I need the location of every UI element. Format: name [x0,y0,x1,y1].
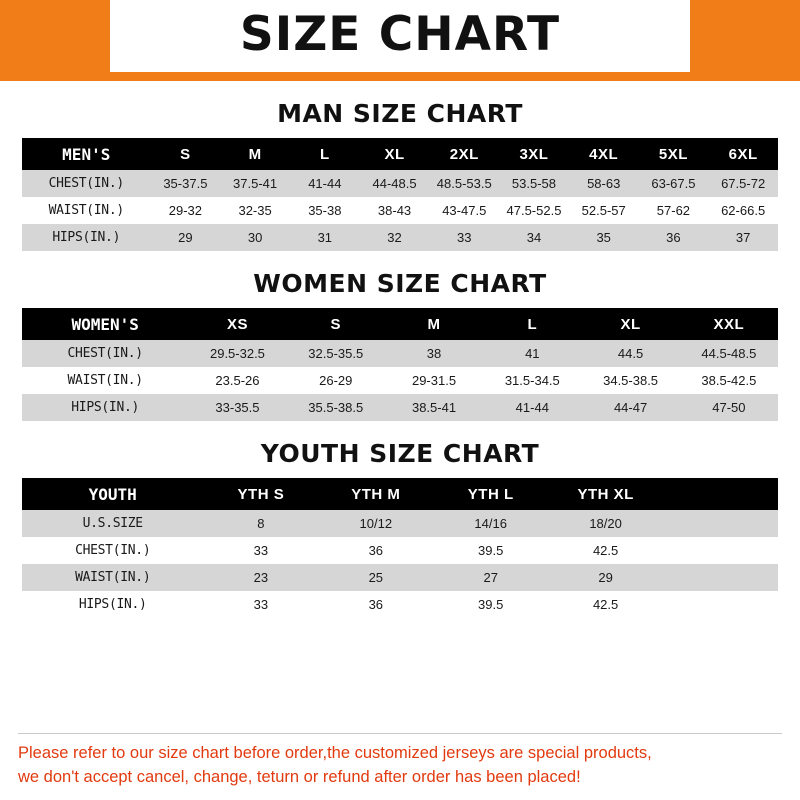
men-chest-2xl: 48.5-53.5 [436,176,492,191]
table-header-row [22,478,778,510]
men-hips-4xl: 35 [596,230,611,245]
men-hips-s: 29 [178,230,193,245]
table-row [22,537,778,564]
youth-header-l: YTH L [467,485,514,503]
youth-ussize-label: U.S.SIZE [82,516,143,531]
men-chest-4xl: 58-63 [587,176,621,191]
men-hips-l: 31 [317,230,333,245]
men-waist-5xl: 57-62 [656,203,691,218]
men-hips-5xl: 36 [666,230,681,245]
table-row [22,340,778,367]
header-rule [0,72,800,81]
women-hips-xxl: 47-50 [712,400,746,415]
youth-chest-label: CHEST(IN.) [75,543,151,558]
women-chest-xl: 44.5 [617,346,644,361]
note-line-2: we don't accept cancel, change, teturn or refund after order has been placed! [18,768,581,787]
youth-waist-xl: 29 [598,570,613,585]
men-hips-m: 30 [247,230,263,245]
men-hips-2xl: 33 [457,230,472,245]
women-header-xl: XL [620,315,641,333]
men-header-label: MEN'S [62,144,111,164]
youth-waist-blank [663,564,778,591]
youth-hips-xl: 42.5 [592,597,619,612]
men-section [0,99,800,251]
page-title: SIZE CHART [239,6,561,62]
youth-header-label: YOUTH [88,484,137,504]
men-header-5xl: 5XL [658,145,688,163]
men-waist-3xl: 47.5-52.5 [506,203,562,218]
youth-chest-xl: 42.5 [592,543,619,558]
youth-header-blank [663,478,778,510]
women-header-m: M [427,315,441,333]
spacer-men-top [0,81,800,99]
men-header-6xl: 6XL [728,145,758,163]
women-size-table [22,308,778,421]
men-hips-6xl: 37 [735,230,751,245]
banner-right-accent [690,0,800,72]
men-header-2xl: 2XL [449,145,479,163]
women-header-xxl: XXL [713,315,745,333]
spacer-women-top [0,251,800,269]
men-chest-label: CHEST(IN.) [48,176,124,191]
youth-section-title: YOUTH SIZE CHART [260,439,540,468]
women-waist-xxl: 38.5-42.5 [701,373,757,388]
youth-hips-s: 33 [253,597,269,612]
women-section-title: WOMEN SIZE CHART [253,269,547,298]
men-chest-xl: 44-48.5 [372,176,417,191]
note-divider [18,733,782,734]
table-row [22,197,778,224]
youth-ussize-s: 8 [257,516,265,531]
women-header-s: S [330,315,341,333]
men-section-title: MAN SIZE CHART [277,99,523,128]
women-waist-m: 29-31.5 [411,373,457,388]
men-header-3xl: 3XL [519,145,549,163]
youth-waist-s: 23 [253,570,269,585]
women-chest-l: 41 [525,346,540,361]
men-hips-label: HIPS(IN.) [52,230,121,245]
youth-chest-l: 39.5 [478,543,504,558]
women-chest-m: 38 [426,346,442,361]
men-waist-label: WAIST(IN.) [48,203,124,218]
men-hips-3xl: 34 [526,230,542,245]
men-chest-3xl: 53.5-58 [511,176,557,191]
women-hips-l: 41-44 [515,400,549,415]
women-waist-xs: 23.5-26 [215,373,260,388]
women-chest-xs: 29.5-32.5 [209,346,265,361]
women-waist-l: 31.5-34.5 [504,373,560,388]
note-line-1: Please refer to our size chart before order,the customized jerseys are special products, [18,744,652,763]
women-chest-s: 32.5-35.5 [308,346,364,361]
men-header-4xl: 4XL [589,145,619,163]
women-hips-xl: 44-47 [613,400,648,415]
men-waist-4xl: 52.5-57 [581,203,626,218]
men-chest-s: 35-37.5 [163,176,208,191]
men-size-table [22,138,778,251]
men-chest-6xl: 67.5-72 [721,176,766,191]
men-header-m: M [248,145,262,163]
youth-waist-m: 25 [368,570,384,585]
youth-chest-blank [663,537,778,564]
youth-chest-m: 36 [368,543,384,558]
men-waist-s: 29-32 [168,203,202,218]
men-waist-l: 35-38 [308,203,342,218]
header-banner [0,0,800,72]
men-hips-xl: 32 [387,230,402,245]
women-hips-m: 38.5-41 [411,400,457,415]
women-waist-xl: 34.5-38.5 [603,373,659,388]
table-row [22,591,778,618]
women-chest-xxl: 44.5-48.5 [701,346,757,361]
women-header-label: WOMEN'S [71,314,139,334]
women-hips-label: HIPS(IN.) [71,400,140,415]
youth-ussize-blank [663,510,778,537]
youth-ussize-xl: 18/20 [589,516,622,531]
men-header-s: S [180,145,191,163]
men-waist-m: 32-35 [238,203,272,218]
women-section [0,269,800,421]
table-row [22,394,778,421]
youth-header-xl: YTH XL [577,485,634,503]
youth-hips-l: 39.5 [478,597,504,612]
men-header-l: L [319,145,330,163]
spacer-men-title [22,128,778,138]
women-hips-s: 35.5-38.5 [308,400,364,415]
men-waist-xl: 38-43 [377,203,412,218]
table-header-row [22,138,778,170]
men-waist-2xl: 43-47.5 [442,203,487,218]
women-chest-label: CHEST(IN.) [67,346,143,361]
youth-hips-m: 36 [368,597,384,612]
youth-hips-label: HIPS(IN.) [78,597,147,612]
youth-section [0,439,800,618]
youth-waist-l: 27 [483,570,498,585]
youth-waist-label: WAIST(IN.) [75,570,151,585]
women-header-xs: XS [226,315,248,333]
spacer-youth-title [22,468,778,478]
men-header-xl: XL [384,145,405,163]
table-row [22,510,778,537]
banner-left-accent [0,0,110,72]
table-row [22,170,778,197]
women-hips-xs: 33-35.5 [215,400,260,415]
youth-hips-blank [663,591,778,618]
banner-title-area [110,0,690,72]
women-waist-label: WAIST(IN.) [67,373,143,388]
footer-note [0,733,800,800]
youth-size-table [22,478,778,618]
table-row [22,224,778,251]
table-header-row [22,308,778,340]
spacer-youth-top [0,421,800,439]
men-chest-m: 37.5-41 [233,176,278,191]
youth-ussize-m: 10/12 [359,516,393,531]
men-chest-5xl: 63-67.5 [651,176,696,191]
youth-chest-s: 33 [253,543,269,558]
youth-header-m: YTH M [351,485,401,503]
men-chest-l: 41-44 [308,176,342,191]
women-waist-s: 26-29 [319,373,353,388]
men-waist-6xl: 62-66.5 [721,203,766,218]
spacer-women-title [22,298,778,308]
table-row [22,564,778,591]
table-row [22,367,778,394]
youth-ussize-l: 14/16 [474,516,507,531]
women-header-l: L [527,315,538,333]
youth-header-s: YTH S [237,485,285,503]
